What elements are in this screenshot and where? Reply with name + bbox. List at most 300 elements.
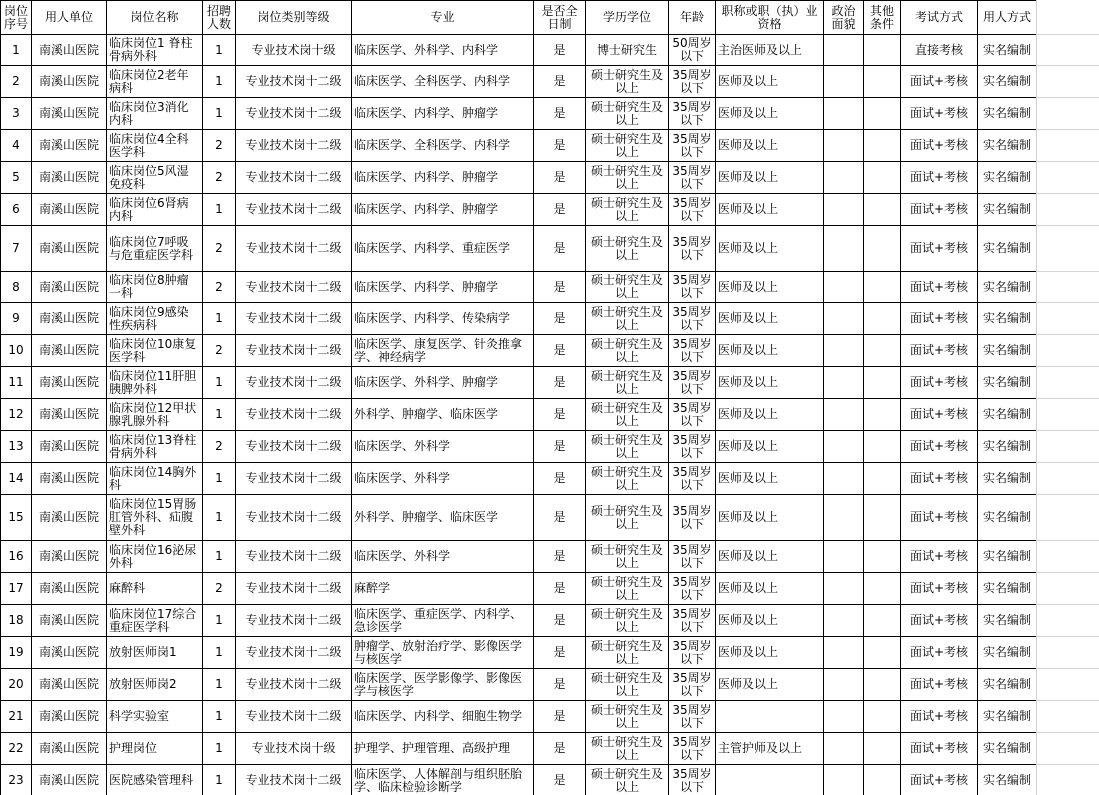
- table-cell[interactable]: 35周岁以下: [669, 66, 716, 98]
- table-cell[interactable]: 专业技术岗十二级: [236, 399, 352, 431]
- table-cell[interactable]: 医师及以上: [716, 162, 824, 194]
- table-cell[interactable]: 临床医学、内科学、肿瘤学: [352, 194, 534, 226]
- table-cell[interactable]: 医院感染管理科: [107, 765, 203, 795]
- table-cell[interactable]: 35周岁以下: [669, 226, 716, 272]
- table-cell[interactable]: 实名编制: [978, 765, 1037, 795]
- table-cell[interactable]: 是: [534, 66, 586, 98]
- table-cell[interactable]: 硕士研究生及以上: [586, 733, 669, 765]
- table-cell[interactable]: 南溪山医院: [32, 66, 107, 98]
- table-cell[interactable]: 外科学、肿瘤学、临床医学: [352, 399, 534, 431]
- table-cell[interactable]: 临床岗位15胃肠肛管外科、疝腹壁外科: [107, 495, 203, 541]
- table-cell[interactable]: [864, 367, 901, 399]
- table-cell[interactable]: [864, 35, 901, 66]
- table-cell[interactable]: 35周岁以下: [669, 541, 716, 573]
- table-cell[interactable]: 1: [203, 194, 236, 226]
- table-cell[interactable]: 护理岗位: [107, 733, 203, 765]
- table-cell[interactable]: 21: [1, 701, 32, 733]
- table-cell[interactable]: 是: [534, 669, 586, 701]
- table-cell[interactable]: 医师及以上: [716, 541, 824, 573]
- table-cell[interactable]: 临床岗位17综合重症医学科: [107, 605, 203, 637]
- table-cell[interactable]: 南溪山医院: [32, 463, 107, 495]
- table-cell[interactable]: 是: [534, 637, 586, 669]
- table-cell[interactable]: 临床岗位16泌尿外科: [107, 541, 203, 573]
- table-cell[interactable]: [824, 98, 864, 130]
- table-cell[interactable]: 医师及以上: [716, 226, 824, 272]
- table-cell[interactable]: 临床医学、全科医学、内科学: [352, 66, 534, 98]
- table-cell[interactable]: 35周岁以下: [669, 463, 716, 495]
- table-cell[interactable]: 临床岗位12甲状腺乳腺外科: [107, 399, 203, 431]
- table-cell[interactable]: [864, 226, 901, 272]
- table-cell[interactable]: 南溪山医院: [32, 495, 107, 541]
- table-cell[interactable]: 35周岁以下: [669, 162, 716, 194]
- table-cell[interactable]: [824, 733, 864, 765]
- table-cell[interactable]: 是: [534, 701, 586, 733]
- table-cell[interactable]: [864, 272, 901, 303]
- table-cell[interactable]: 1: [203, 669, 236, 701]
- table-cell[interactable]: 是: [534, 399, 586, 431]
- table-cell[interactable]: 南溪山医院: [32, 573, 107, 605]
- table-cell[interactable]: 临床医学、外科学: [352, 431, 534, 463]
- table-cell[interactable]: 面试+考核: [901, 541, 978, 573]
- table-cell[interactable]: 22: [1, 733, 32, 765]
- table-cell[interactable]: 专业技术岗十二级: [236, 701, 352, 733]
- table-cell[interactable]: 是: [534, 431, 586, 463]
- table-cell[interactable]: 实名编制: [978, 66, 1037, 98]
- table-cell[interactable]: [824, 701, 864, 733]
- table-cell[interactable]: 面试+考核: [901, 573, 978, 605]
- table-cell[interactable]: 护理学、护理管理、高级护理: [352, 733, 534, 765]
- table-cell[interactable]: 35周岁以下: [669, 495, 716, 541]
- table-cell[interactable]: 临床岗位14胸外科: [107, 463, 203, 495]
- table-cell[interactable]: 专业技术岗十二级: [236, 573, 352, 605]
- table-cell[interactable]: 2: [203, 573, 236, 605]
- table-cell[interactable]: [864, 495, 901, 541]
- column-header[interactable]: 专业: [352, 1, 534, 35]
- table-cell[interactable]: 临床岗位7呼吸与危重症医学科: [107, 226, 203, 272]
- table-cell[interactable]: 17: [1, 573, 32, 605]
- table-cell[interactable]: 4: [1, 130, 32, 162]
- table-cell[interactable]: 硕士研究生及以上: [586, 162, 669, 194]
- table-cell[interactable]: 硕士研究生及以上: [586, 669, 669, 701]
- table-cell[interactable]: 南溪山医院: [32, 367, 107, 399]
- table-cell[interactable]: 1: [203, 541, 236, 573]
- table-cell[interactable]: 专业技术岗十二级: [236, 637, 352, 669]
- table-cell[interactable]: 临床岗位5风湿免疫科: [107, 162, 203, 194]
- table-cell[interactable]: 临床岗位3消化内科: [107, 98, 203, 130]
- table-cell[interactable]: 硕士研究生及以上: [586, 130, 669, 162]
- table-cell[interactable]: [824, 194, 864, 226]
- table-cell[interactable]: [864, 303, 901, 335]
- table-cell[interactable]: [824, 66, 864, 98]
- table-cell[interactable]: 2: [203, 130, 236, 162]
- table-cell[interactable]: 1: [203, 399, 236, 431]
- table-cell[interactable]: 硕士研究生及以上: [586, 605, 669, 637]
- table-cell[interactable]: 硕士研究生及以上: [586, 541, 669, 573]
- table-cell[interactable]: 硕士研究生及以上: [586, 335, 669, 367]
- table-cell[interactable]: 南溪山医院: [32, 431, 107, 463]
- table-cell[interactable]: 专业技术岗十二级: [236, 162, 352, 194]
- table-cell[interactable]: 临床医学、医学影像学、影像医学与核医学: [352, 669, 534, 701]
- table-cell[interactable]: 是: [534, 130, 586, 162]
- table-cell[interactable]: [824, 637, 864, 669]
- table-cell[interactable]: 35周岁以下: [669, 573, 716, 605]
- column-header[interactable]: 用人方式: [978, 1, 1037, 35]
- table-cell[interactable]: 面试+考核: [901, 66, 978, 98]
- table-cell[interactable]: 临床岗位11肝胆胰脾外科: [107, 367, 203, 399]
- table-cell[interactable]: 实名编制: [978, 399, 1037, 431]
- table-cell[interactable]: 放射医师岗1: [107, 637, 203, 669]
- table-cell[interactable]: 面试+考核: [901, 367, 978, 399]
- table-cell[interactable]: [864, 541, 901, 573]
- table-cell[interactable]: 面试+考核: [901, 701, 978, 733]
- table-cell[interactable]: [864, 463, 901, 495]
- table-cell[interactable]: 医师及以上: [716, 98, 824, 130]
- table-cell[interactable]: [864, 399, 901, 431]
- table-cell[interactable]: [864, 637, 901, 669]
- table-cell[interactable]: 1: [203, 605, 236, 637]
- table-cell[interactable]: 15: [1, 495, 32, 541]
- table-cell[interactable]: 硕士研究生及以上: [586, 637, 669, 669]
- table-cell[interactable]: 35周岁以下: [669, 399, 716, 431]
- table-cell[interactable]: 医师及以上: [716, 463, 824, 495]
- table-cell[interactable]: 20: [1, 669, 32, 701]
- table-cell[interactable]: [824, 226, 864, 272]
- table-cell[interactable]: 医师及以上: [716, 66, 824, 98]
- table-cell[interactable]: 硕士研究生及以上: [586, 701, 669, 733]
- table-cell[interactable]: 13: [1, 431, 32, 463]
- table-cell[interactable]: 是: [534, 733, 586, 765]
- table-cell[interactable]: 是: [534, 272, 586, 303]
- column-header[interactable]: 用人单位: [32, 1, 107, 35]
- table-cell[interactable]: [864, 162, 901, 194]
- table-cell[interactable]: 1: [203, 463, 236, 495]
- table-cell[interactable]: 南溪山医院: [32, 226, 107, 272]
- table-cell[interactable]: 南溪山医院: [32, 541, 107, 573]
- table-cell[interactable]: 临床岗位8肿瘤一科: [107, 272, 203, 303]
- table-cell[interactable]: 3: [1, 98, 32, 130]
- table-cell[interactable]: 博士研究生: [586, 35, 669, 66]
- table-cell[interactable]: 是: [534, 335, 586, 367]
- table-cell[interactable]: [824, 431, 864, 463]
- column-header[interactable]: 学历学位: [586, 1, 669, 35]
- table-cell[interactable]: 35周岁以下: [669, 335, 716, 367]
- table-cell[interactable]: 1: [203, 701, 236, 733]
- table-cell[interactable]: [824, 130, 864, 162]
- table-cell[interactable]: 面试+考核: [901, 463, 978, 495]
- table-cell[interactable]: 硕士研究生及以上: [586, 226, 669, 272]
- table-cell[interactable]: 12: [1, 399, 32, 431]
- table-cell[interactable]: 临床医学、外科学: [352, 463, 534, 495]
- table-cell[interactable]: 专业技术岗十二级: [236, 226, 352, 272]
- table-cell[interactable]: 南溪山医院: [32, 765, 107, 795]
- table-cell[interactable]: 5: [1, 162, 32, 194]
- table-cell[interactable]: 专业技术岗十二级: [236, 495, 352, 541]
- table-cell[interactable]: [824, 495, 864, 541]
- table-cell[interactable]: 50周岁以下: [669, 35, 716, 66]
- table-cell[interactable]: 医师及以上: [716, 495, 824, 541]
- table-cell[interactable]: 面试+考核: [901, 605, 978, 637]
- table-cell[interactable]: 医师及以上: [716, 605, 824, 637]
- table-cell[interactable]: 是: [534, 194, 586, 226]
- table-cell[interactable]: [824, 573, 864, 605]
- table-cell[interactable]: 实名编制: [978, 335, 1037, 367]
- table-cell[interactable]: 南溪山医院: [32, 733, 107, 765]
- table-cell[interactable]: 医师及以上: [716, 335, 824, 367]
- table-cell[interactable]: 专业技术岗十级: [236, 733, 352, 765]
- table-cell[interactable]: 临床医学、外科学: [352, 541, 534, 573]
- table-cell[interactable]: 科学实验室: [107, 701, 203, 733]
- table-cell[interactable]: 专业技术岗十二级: [236, 335, 352, 367]
- table-cell[interactable]: 放射医师岗2: [107, 669, 203, 701]
- column-header[interactable]: 招聘人数: [203, 1, 236, 35]
- column-header[interactable]: 岗位序号: [1, 1, 32, 35]
- table-cell[interactable]: 硕士研究生及以上: [586, 194, 669, 226]
- column-header[interactable]: 职称或职（执）业资格: [716, 1, 824, 35]
- table-cell[interactable]: 面试+考核: [901, 98, 978, 130]
- table-cell[interactable]: 10: [1, 335, 32, 367]
- table-cell[interactable]: 医师及以上: [716, 573, 824, 605]
- table-cell[interactable]: 14: [1, 463, 32, 495]
- table-cell[interactable]: 7: [1, 226, 32, 272]
- table-cell[interactable]: 专业技术岗十二级: [236, 431, 352, 463]
- table-cell[interactable]: 硕士研究生及以上: [586, 399, 669, 431]
- table-cell[interactable]: 实名编制: [978, 701, 1037, 733]
- table-cell[interactable]: 是: [534, 162, 586, 194]
- table-cell[interactable]: 南溪山医院: [32, 98, 107, 130]
- table-cell[interactable]: 医师及以上: [716, 637, 824, 669]
- table-cell[interactable]: 1: [203, 66, 236, 98]
- table-cell[interactable]: 19: [1, 637, 32, 669]
- table-cell[interactable]: [864, 669, 901, 701]
- table-cell[interactable]: 实名编制: [978, 495, 1037, 541]
- table-cell[interactable]: 实名编制: [978, 226, 1037, 272]
- table-cell[interactable]: [864, 335, 901, 367]
- table-cell[interactable]: [864, 701, 901, 733]
- table-cell[interactable]: 1: [203, 35, 236, 66]
- table-cell[interactable]: 1: [203, 303, 236, 335]
- table-cell[interactable]: [864, 573, 901, 605]
- table-cell[interactable]: 是: [534, 35, 586, 66]
- table-cell[interactable]: 9: [1, 303, 32, 335]
- table-cell[interactable]: 医师及以上: [716, 272, 824, 303]
- table-cell[interactable]: 是: [534, 495, 586, 541]
- table-cell[interactable]: 面试+考核: [901, 194, 978, 226]
- table-cell[interactable]: 是: [534, 765, 586, 795]
- table-cell[interactable]: 硕士研究生及以上: [586, 98, 669, 130]
- table-cell[interactable]: 硕士研究生及以上: [586, 495, 669, 541]
- table-cell[interactable]: 专业技术岗十二级: [236, 272, 352, 303]
- table-cell[interactable]: 面试+考核: [901, 162, 978, 194]
- table-cell[interactable]: 硕士研究生及以上: [586, 66, 669, 98]
- table-cell[interactable]: 面试+考核: [901, 226, 978, 272]
- table-cell[interactable]: 临床岗位9感染性疾病科: [107, 303, 203, 335]
- table-cell[interactable]: 临床医学、全科医学、内科学: [352, 130, 534, 162]
- table-cell[interactable]: 实名编制: [978, 637, 1037, 669]
- table-cell[interactable]: 2: [203, 431, 236, 463]
- column-header[interactable]: 考试方式: [901, 1, 978, 35]
- table-cell[interactable]: 35周岁以下: [669, 765, 716, 795]
- table-cell[interactable]: 是: [534, 367, 586, 399]
- table-cell[interactable]: 肿瘤学、放射治疗学、影像医学与核医学: [352, 637, 534, 669]
- table-cell[interactable]: 实名编制: [978, 605, 1037, 637]
- table-cell[interactable]: 面试+考核: [901, 130, 978, 162]
- table-cell[interactable]: 南溪山医院: [32, 335, 107, 367]
- table-cell[interactable]: 临床岗位2老年病科: [107, 66, 203, 98]
- table-cell[interactable]: [824, 463, 864, 495]
- table-cell[interactable]: [864, 765, 901, 795]
- table-cell[interactable]: 主管护师及以上: [716, 733, 824, 765]
- table-cell[interactable]: 18: [1, 605, 32, 637]
- table-cell[interactable]: [864, 194, 901, 226]
- table-cell[interactable]: [824, 367, 864, 399]
- table-cell[interactable]: 实名编制: [978, 162, 1037, 194]
- table-cell[interactable]: 临床岗位1 脊柱骨病外科: [107, 35, 203, 66]
- table-cell[interactable]: 35周岁以下: [669, 272, 716, 303]
- table-cell[interactable]: 23: [1, 765, 32, 795]
- table-cell[interactable]: 外科学、肿瘤学、临床医学: [352, 495, 534, 541]
- table-cell[interactable]: 面试+考核: [901, 495, 978, 541]
- table-cell[interactable]: 实名编制: [978, 130, 1037, 162]
- table-cell[interactable]: 面试+考核: [901, 431, 978, 463]
- table-cell[interactable]: [824, 303, 864, 335]
- table-cell[interactable]: 2: [203, 272, 236, 303]
- table-cell[interactable]: [864, 431, 901, 463]
- table-cell[interactable]: 南溪山医院: [32, 303, 107, 335]
- column-header[interactable]: 是否全日制: [534, 1, 586, 35]
- table-cell[interactable]: 是: [534, 463, 586, 495]
- table-cell[interactable]: [864, 130, 901, 162]
- table-cell[interactable]: 直接考核: [901, 35, 978, 66]
- table-cell[interactable]: 麻醉科: [107, 573, 203, 605]
- table-cell[interactable]: 实名编制: [978, 669, 1037, 701]
- table-cell[interactable]: 实名编制: [978, 272, 1037, 303]
- table-cell[interactable]: 面试+考核: [901, 765, 978, 795]
- table-cell[interactable]: 硕士研究生及以上: [586, 431, 669, 463]
- table-cell[interactable]: 35周岁以下: [669, 130, 716, 162]
- table-cell[interactable]: 面试+考核: [901, 399, 978, 431]
- table-cell[interactable]: 16: [1, 541, 32, 573]
- table-cell[interactable]: 专业技术岗十二级: [236, 98, 352, 130]
- table-cell[interactable]: [824, 669, 864, 701]
- table-cell[interactable]: 面试+考核: [901, 303, 978, 335]
- table-cell[interactable]: 临床医学、内科学、肿瘤学: [352, 272, 534, 303]
- table-cell[interactable]: 实名编制: [978, 431, 1037, 463]
- table-cell[interactable]: 硕士研究生及以上: [586, 367, 669, 399]
- table-cell[interactable]: 临床医学、人体解剖与组织胚胎学、临床检验诊断学: [352, 765, 534, 795]
- table-cell[interactable]: [824, 605, 864, 637]
- table-cell[interactable]: 医师及以上: [716, 399, 824, 431]
- table-cell[interactable]: 医师及以上: [716, 303, 824, 335]
- table-cell[interactable]: 实名编制: [978, 463, 1037, 495]
- table-cell[interactable]: 南溪山医院: [32, 35, 107, 66]
- table-cell[interactable]: 专业技术岗十二级: [236, 541, 352, 573]
- table-cell[interactable]: 6: [1, 194, 32, 226]
- table-cell[interactable]: 实名编制: [978, 367, 1037, 399]
- table-cell[interactable]: 临床医学、内科学、重症医学: [352, 226, 534, 272]
- table-cell[interactable]: 是: [534, 541, 586, 573]
- column-header[interactable]: 岗位类别等级: [236, 1, 352, 35]
- table-cell[interactable]: 35周岁以下: [669, 669, 716, 701]
- table-cell[interactable]: 硕士研究生及以上: [586, 303, 669, 335]
- table-cell[interactable]: 11: [1, 367, 32, 399]
- table-cell[interactable]: 2: [203, 335, 236, 367]
- table-cell[interactable]: 是: [534, 303, 586, 335]
- table-cell[interactable]: 临床医学、内科学、传染病学: [352, 303, 534, 335]
- table-cell[interactable]: 专业技术岗十二级: [236, 765, 352, 795]
- column-header[interactable]: 岗位名称: [107, 1, 203, 35]
- table-cell[interactable]: 实名编制: [978, 573, 1037, 605]
- table-cell[interactable]: 1: [203, 495, 236, 541]
- table-cell[interactable]: 临床岗位10康复医学科: [107, 335, 203, 367]
- table-cell[interactable]: 专业技术岗十二级: [236, 367, 352, 399]
- table-cell[interactable]: 医师及以上: [716, 194, 824, 226]
- table-cell[interactable]: 1: [203, 637, 236, 669]
- table-cell[interactable]: 35周岁以下: [669, 303, 716, 335]
- table-cell[interactable]: 南溪山医院: [32, 194, 107, 226]
- table-cell[interactable]: 临床医学、内科学、肿瘤学: [352, 98, 534, 130]
- table-cell[interactable]: 临床医学、内科学、肿瘤学: [352, 162, 534, 194]
- table-cell[interactable]: 2: [1, 66, 32, 98]
- table-cell[interactable]: 南溪山医院: [32, 399, 107, 431]
- table-cell[interactable]: 临床医学、外科学、肿瘤学: [352, 367, 534, 399]
- column-header[interactable]: 年龄: [669, 1, 716, 35]
- table-cell[interactable]: 实名编制: [978, 35, 1037, 66]
- column-header[interactable]: 其他条件: [864, 1, 901, 35]
- table-cell[interactable]: 主治医师及以上: [716, 35, 824, 66]
- table-cell[interactable]: 2: [203, 226, 236, 272]
- table-cell[interactable]: 实名编制: [978, 98, 1037, 130]
- table-cell[interactable]: 临床医学、康复医学、针灸推拿学、神经病学: [352, 335, 534, 367]
- table-cell[interactable]: 临床岗位4全科医学科: [107, 130, 203, 162]
- table-cell[interactable]: 南溪山医院: [32, 272, 107, 303]
- table-cell[interactable]: 1: [203, 765, 236, 795]
- table-cell[interactable]: 医师及以上: [716, 669, 824, 701]
- table-cell[interactable]: 1: [203, 733, 236, 765]
- table-cell[interactable]: [864, 66, 901, 98]
- table-cell[interactable]: 8: [1, 272, 32, 303]
- table-cell[interactable]: 面试+考核: [901, 637, 978, 669]
- table-cell[interactable]: 35周岁以下: [669, 733, 716, 765]
- table-cell[interactable]: 实名编制: [978, 303, 1037, 335]
- table-cell[interactable]: 专业技术岗十级: [236, 35, 352, 66]
- table-cell[interactable]: [824, 541, 864, 573]
- table-cell[interactable]: 面试+考核: [901, 272, 978, 303]
- table-cell[interactable]: 是: [534, 605, 586, 637]
- column-header[interactable]: 政治面貌: [824, 1, 864, 35]
- table-cell[interactable]: [716, 765, 824, 795]
- table-cell[interactable]: [824, 35, 864, 66]
- table-cell[interactable]: 南溪山医院: [32, 162, 107, 194]
- table-cell[interactable]: [864, 98, 901, 130]
- table-cell[interactable]: [864, 733, 901, 765]
- table-cell[interactable]: 专业技术岗十二级: [236, 303, 352, 335]
- table-cell[interactable]: 专业技术岗十二级: [236, 605, 352, 637]
- table-cell[interactable]: [824, 399, 864, 431]
- table-cell[interactable]: 面试+考核: [901, 335, 978, 367]
- table-cell[interactable]: 南溪山医院: [32, 637, 107, 669]
- table-cell[interactable]: 临床岗位6肾病内科: [107, 194, 203, 226]
- table-cell[interactable]: 专业技术岗十二级: [236, 66, 352, 98]
- table-cell[interactable]: 临床医学、外科学、内科学: [352, 35, 534, 66]
- table-cell[interactable]: 医师及以上: [716, 431, 824, 463]
- table-cell[interactable]: 实名编制: [978, 541, 1037, 573]
- table-cell[interactable]: 专业技术岗十二级: [236, 669, 352, 701]
- table-cell[interactable]: 是: [534, 226, 586, 272]
- table-cell[interactable]: 35周岁以下: [669, 98, 716, 130]
- table-cell[interactable]: 临床岗位13脊柱骨病外科: [107, 431, 203, 463]
- table-cell[interactable]: 硕士研究生及以上: [586, 765, 669, 795]
- table-cell[interactable]: 35周岁以下: [669, 605, 716, 637]
